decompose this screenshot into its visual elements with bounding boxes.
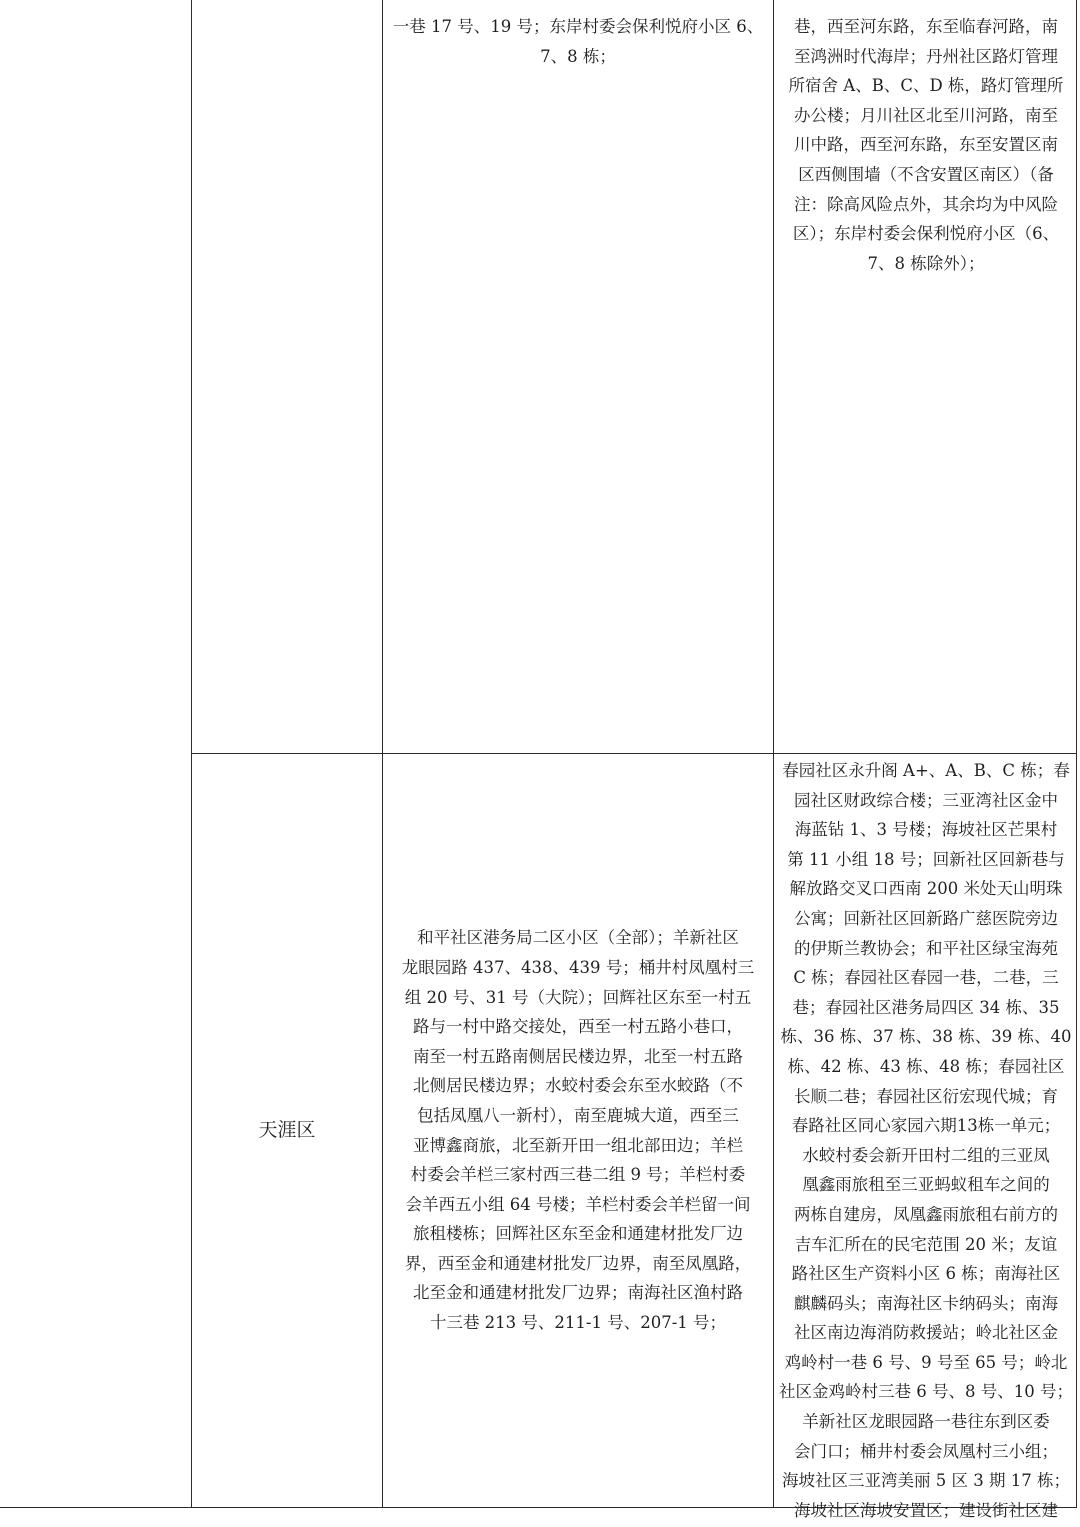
row2-low-risk-cell xyxy=(779,756,1073,1520)
row1-medium-risk-cell xyxy=(386,12,770,752)
row2-medium-risk-cell xyxy=(386,754,770,1507)
column-divider-2 xyxy=(382,0,383,1508)
row1-low-risk-text: 巷，西至河东路，东至临春河路，南 至鸿洲时代海岸；丹州社区路灯管理 所宿舍 A、B、C、D 栋，路灯管理所 办公楼；月川社区北至川河路，南至 川中路，西至河东路，东至安置区南 区西侧围墙（不含安置区南区）（备 注：除高风险点外，其余均为中风险 区）；东岸村委会保利悦府小区（6、 7、8 栋除外）； xyxy=(788,17,1064,273)
row1-medium-risk-text: 一巷 17 号、19 号；东岸村委会保利悦府小区 6、 7、8 栋； xyxy=(392,17,764,66)
row2-district-cell xyxy=(192,754,382,1507)
column-divider-3 xyxy=(773,0,774,1508)
row1-district-cell xyxy=(192,0,382,753)
row1-low-risk-cell xyxy=(779,12,1073,752)
district-name: 天涯区 xyxy=(258,1118,316,1141)
table-right-border xyxy=(1076,0,1077,1508)
row2-low-risk-text: 春园社区永升阁 A+、A、B、C 栋；春 园社区财政综合楼；三亚湾社区金中 海蓝钻 1、3 号楼；海坡社区芒果村 第 11 小组 18 号；回新社区回新巷与 解放路交叉口西南 200 米处天山明珠 公寓；回新社区回新路广慈医院旁边 的伊斯兰教协会；和平社区绿宝海苑 C 栋；春园社区春园一巷，二巷，三 巷；春园社区港务局四区 34 栋、35 栋、36 栋、37 栋、38 栋、39 栋、40 栋、42 栋、43 栋、48 栋；春园社区 长顺二巷；春园社区衍宏现代城；育 春路社区同心家园六期13栋一单元； 水蛟村委会新开田村二组的三亚凤 凰鑫雨旅租至三亚蚂蚁租车之间的 两栋自建房，凤凰鑫雨旅租右前方的 吉车汇所在的民宅范围 20 米；友谊 路社区生产资料小区 6 栋；南海社区 麒麟码头；南海社区卡纳码头；南海 社区南边海消防救援站；岭北社区金 鸡岭村一巷 6 号、9 号至 65 号；岭北 社区金鸡岭村三巷 6 号、8 号、10 号； 羊新社区龙眼园路一巷往东到区委 会门口；桶井村委会凤凰村三小组； 海坡社区三亚湾美丽 5 区 3 期 17 栋； 海坡社区海坡安置区；建设街社区建 xyxy=(779,761,1073,1520)
row2-medium-risk-text: 和平社区港务局二区小区（全部）；羊新社区 龙眼园路 437、438、439 号；桶井村凤凰村三 组 20 号、31 号（大院）；回辉社区东至一村五 路与一村中路交接处，西至一村五路小巷口， 南至一村五路南侧居民楼边界，北至一村五路 北侧居民楼边界；水蛟村委会东至水蛟路（不 包括凤凰八一新村），南至鹿城大道，西至三 亚博鑫商旅，北至新开田一组北部田边；羊栏 村委会羊栏三家村西三巷二组 9 号；羊栏村委 会羊西五小组 64 号楼；羊栏村委会羊栏留一间 旅租楼栋；回辉社区东至金和通建材批发厂边 界，西至金和通建材批发厂边界，南至凤凰路， 北至金和通建材批发厂边界；南海社区渔村路 十三巷 213 号、211-1 号、207-1 号； xyxy=(401,928,755,1333)
